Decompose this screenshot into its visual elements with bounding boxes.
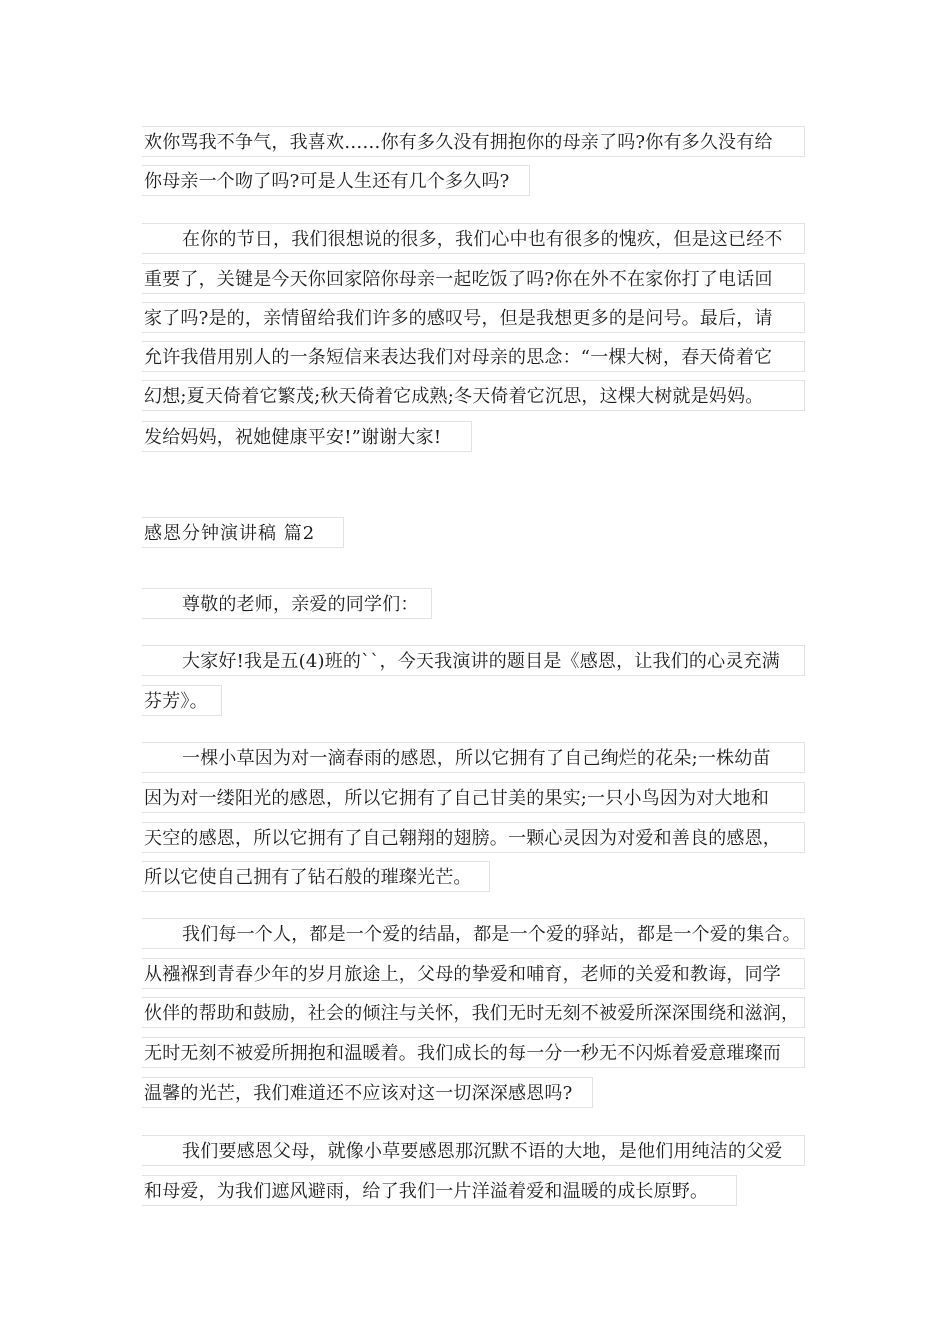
paragraph-line: 欢你骂我不争气，我喜欢……你有多久没有拥抱你的母亲了吗?你有多久没有给	[142, 126, 805, 157]
paragraph-line: 幻想;夏天倚着它繁茂;秋天倚着它成熟;冬天倚着它沉思，这棵大树就是妈妈。	[142, 380, 805, 411]
paragraph-line: 无时无刻不被爱所拥抱和温暖着。我们成长的每一分一秒无不闪烁着爱意璀璨而	[142, 1037, 805, 1068]
paragraph-line: 从襁褓到青春少年的岁月旅途上，父母的挚爱和哺育，老师的关爱和教诲，同学	[142, 958, 805, 989]
paragraph-line: 因为对一缕阳光的感恩，所以它拥有了自己甘美的果实;一只小鸟因为对大地和	[142, 782, 805, 813]
paragraph-line: 大家好!我是五(4)班的``，今天我演讲的题目是《感恩，让我们的心灵充满	[142, 645, 805, 676]
paragraph-line: 一棵小草因为对一滴春雨的感恩，所以它拥有了自己绚烂的花朵;一株幼苗	[142, 742, 805, 773]
paragraph-line: 家了吗?是的，亲情留给我们许多的感叹号，但是我想更多的是问号。最后，请	[142, 302, 805, 333]
paragraph-line: 和母爱，为我们遮风避雨，给了我们一片洋溢着爱和温暖的成长原野。	[142, 1175, 737, 1206]
paragraph-line: 你母亲一个吻了吗?可是人生还有几个多久吗?	[142, 165, 530, 196]
paragraph-line: 重要了，关键是今天你回家陪你母亲一起吃饭了吗?你在外不在家你打了电话回	[142, 263, 805, 294]
paragraph-line: 所以它使自己拥有了钻石般的璀璨光芒。	[142, 861, 490, 892]
paragraph-line: 在你的节日，我们很想说的很多，我们心中也有很多的愧疚，但是这已经不	[142, 223, 805, 254]
section-heading: 感恩分钟演讲稿 篇2	[142, 517, 344, 548]
greeting-line: 尊敬的老师，亲爱的同学们：	[142, 588, 432, 619]
paragraph-line: 芬芳》。	[142, 685, 222, 716]
paragraph-line: 允许我借用别人的一条短信来表达我们对母亲的思念：“一棵大树，春天倚着它	[142, 341, 805, 372]
paragraph-line: 天空的感恩，所以它拥有了自己翱翔的翅膀。一颗心灵因为对爱和善良的感恩，	[142, 822, 805, 853]
paragraph-line: 发给妈妈，祝她健康平安!”谢谢大家!	[142, 421, 472, 452]
paragraph-line: 温馨的光芒，我们难道还不应该对这一切深深感恩吗?	[142, 1077, 593, 1108]
paragraph-line: 伙伴的帮助和鼓励，社会的倾注与关怀，我们无时无刻不被爱所深深围绕和滋润，	[142, 997, 805, 1028]
paragraph-line: 我们要感恩父母，就像小草要感恩那沉默不语的大地，是他们用纯洁的父爱	[142, 1135, 805, 1166]
paragraph-line: 我们每一个人，都是一个爱的结晶，都是一个爱的驿站，都是一个爱的集合。	[142, 918, 805, 949]
